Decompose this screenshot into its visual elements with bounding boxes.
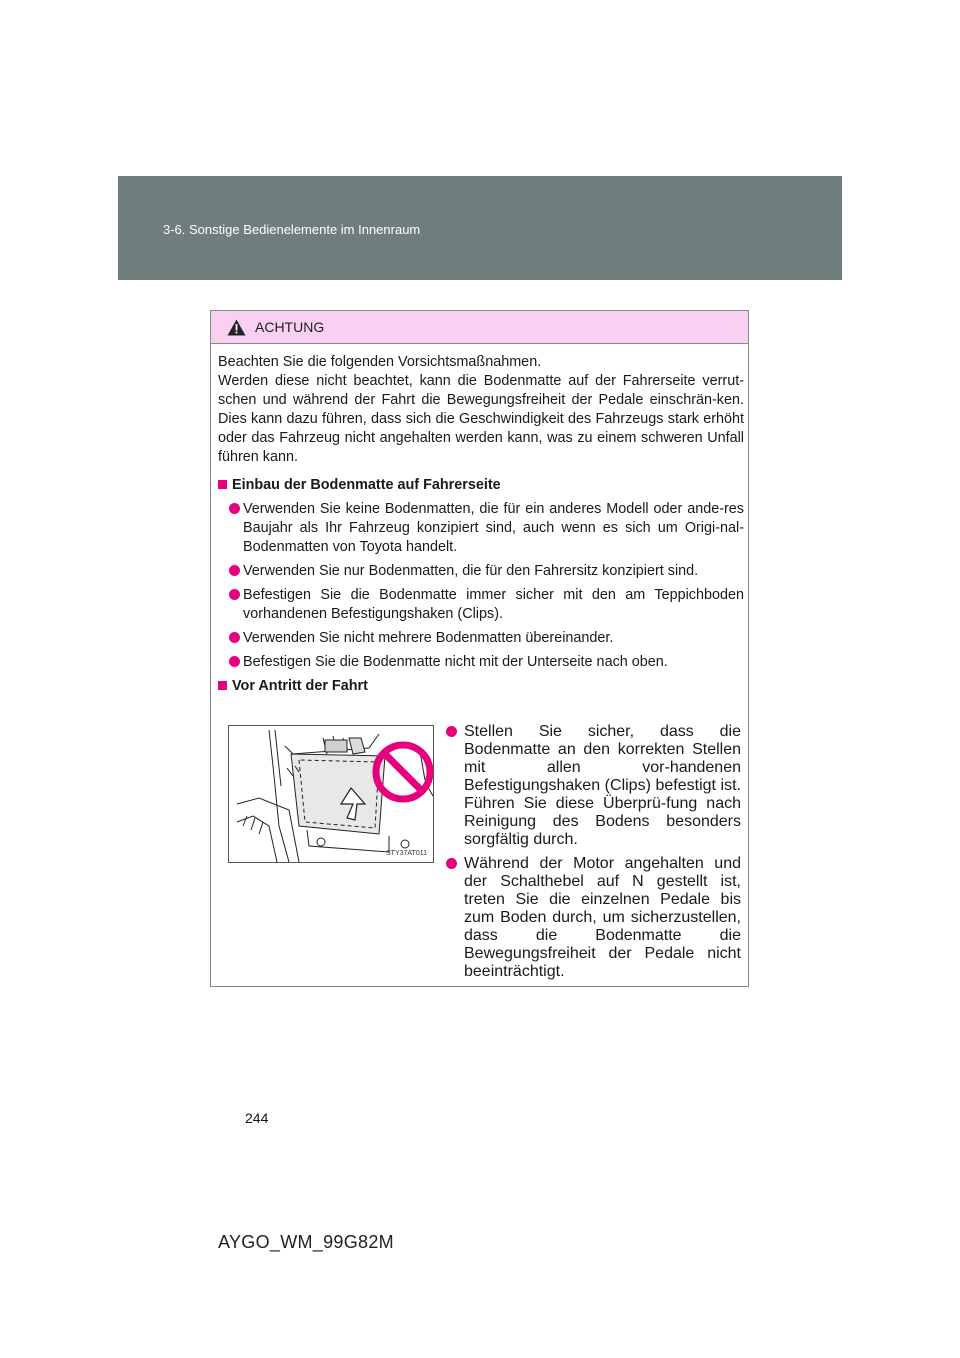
intro-line: Beachten Sie die folgenden Vorsichtsmaßnahmen. (218, 354, 542, 370)
list-item-text: Verwenden Sie keine Bodenmatten, die für ein anderes Modell oder ande-res Baujahr als Ihr Fahrzeug konzipiert sind, auch wenn es sich um Origi-nal-Bodenmatten von Toyota handelt. (243, 501, 744, 555)
list-item (218, 500, 744, 557)
subheading-text: Vor Antritt der Fahrt (232, 678, 368, 694)
bullet-dot-icon (229, 656, 240, 667)
list-item-text: Während der Motor angehalten und der Schalthebel auf N gestellt ist, treten Sie die einzelnen Pedale bis zum Boden durch, um sicherzustellen, dass die Bodenmatte die Bewegungsfreiheit der Pedale nicht beeinträchtigt. (464, 855, 741, 980)
list-item (218, 629, 744, 648)
list-item-text: Verwenden Sie nur Bodenmatten, die für den Fahrersitz konzipiert sind. (243, 563, 699, 579)
bullet-dot-icon (229, 565, 240, 576)
square-bullet-icon (218, 681, 227, 690)
bullet-dot-icon (446, 858, 457, 869)
warning-header (211, 311, 748, 344)
subheading-text: Einbau der Bodenmatte auf Fahrerseite (232, 477, 501, 493)
warning-body (218, 353, 744, 696)
square-bullet-icon (218, 480, 227, 489)
warning-title: ACHTUNG (255, 319, 325, 335)
bullet-dot-icon (229, 632, 240, 643)
bullet-dot-icon (446, 726, 457, 737)
list-item (218, 653, 744, 672)
before-driving-list (440, 723, 741, 987)
stacked-floor-mats-drawing (229, 726, 433, 862)
chapter-header-band (118, 176, 842, 280)
list-item-text: Stellen Sie sicher, dass die Bodenmatte an den korrekten Stellen mit allen vor-handenen Befestigungshaken (Clips) befestigt ist. Führen Sie diese Überprü-fung nach Reinigung des Bodens besonders sorgfältig durch. (464, 723, 741, 848)
page-number: 244 (245, 1110, 269, 1126)
bullet-dot-icon (229, 589, 240, 600)
warning-triangle-icon (227, 319, 246, 336)
warning-box (210, 310, 749, 987)
floor-mat-illustration (228, 725, 434, 863)
list-item-text: Befestigen Sie die Bodenmatte nicht mit der Unterseite nach oben. (243, 654, 668, 670)
list-item (440, 855, 741, 981)
list-item (218, 562, 744, 581)
subheading-before-driving (218, 677, 744, 696)
bullet-dot-icon (229, 503, 240, 514)
list-item-text: Verwenden Sie nicht mehrere Bodenmatten übereinander. (243, 630, 614, 646)
list-item (218, 586, 744, 624)
list-item-text: Befestigen Sie die Bodenmatte immer sicher mit den am Teppichboden vorhandenen Befestigungshaken (Clips). (243, 587, 744, 622)
image-code: STY37AT011 (386, 850, 427, 857)
installation-list (218, 500, 744, 672)
intro-paragraph: Werden diese nicht beachtet, kann die Bodenmatte auf der Fahrerseite verrut-schen und während der Fahrt die Bewegungsfreiheit der Pedale einschrän-ken. Dies kann dazu führen, dass sich die Geschwindigkeit des Fahrzeugs stark erhöht oder das Fahrzeug nicht angehalten werden kann, was zu einem schweren Unfall führen kann. (218, 373, 744, 465)
document-code: AYGO_WM_99G82M (218, 1232, 394, 1252)
section-title: 3-6. Sonstige Bedienelemente im Innenraum (163, 222, 421, 237)
list-item (440, 723, 741, 849)
subheading-floor-mat-installation (218, 476, 744, 495)
